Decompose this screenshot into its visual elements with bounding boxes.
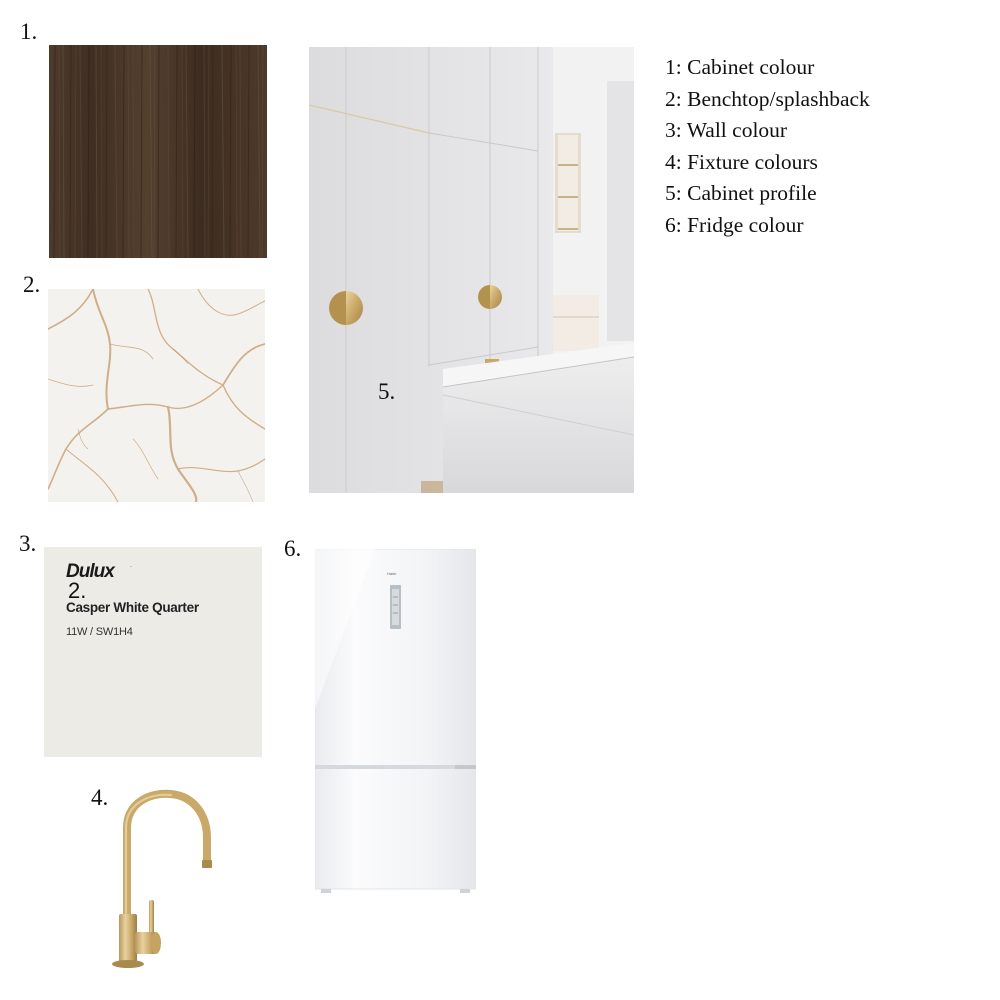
label-3: 3. [19, 531, 37, 556]
marble-swatch [48, 289, 265, 502]
paint-colour-code: 11W / SW1H4 [66, 626, 133, 638]
paint-brand-logo: Dulux [66, 561, 114, 582]
legend-item: 6: Fridge colour [665, 212, 804, 237]
label-4: 4. [91, 785, 109, 810]
legend-item: 2: Benchtop/splashback [665, 86, 870, 111]
label-1: 1. [20, 19, 38, 44]
kitchen-cabinet-photo [309, 47, 634, 493]
label-5: 5. [378, 379, 396, 404]
legend-item: 4: Fixture colours [665, 149, 818, 174]
legend-item: 3: Wall colour [665, 118, 788, 143]
wood-grain-swatch [49, 45, 267, 258]
label-2: 2. [23, 272, 41, 297]
legend-item: 1: Cabinet colour [665, 55, 815, 79]
label-2-overlay: 2. [68, 578, 87, 603]
brass-tap-image [105, 788, 217, 970]
paint-brand-mark: · [130, 564, 132, 570]
fridge-brand-badge: Haier [387, 571, 397, 576]
fridge-image [315, 549, 476, 893]
legend-item: 5: Cabinet profile [665, 181, 817, 206]
paint-colour-card [44, 547, 262, 757]
paint-colour-name: Casper White Quarter [66, 600, 199, 615]
label-6: 6. [284, 536, 302, 561]
legend-list [665, 52, 870, 242]
